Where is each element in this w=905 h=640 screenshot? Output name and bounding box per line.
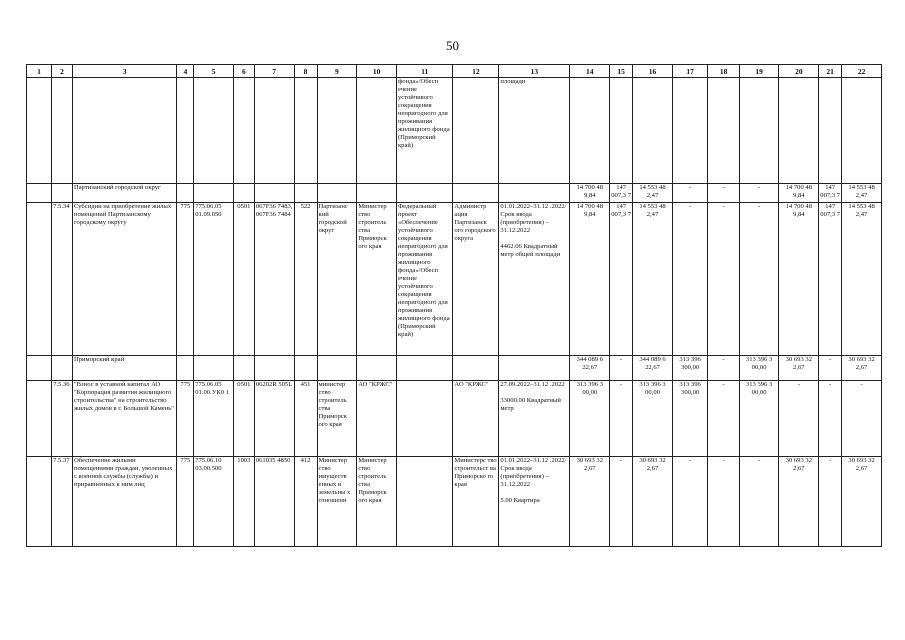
table-cell xyxy=(739,78,779,184)
table-cell: 30 693 32 2,67 xyxy=(779,457,819,547)
table-cell: - xyxy=(739,184,779,203)
table-cell xyxy=(27,203,52,356)
column-header: 11 xyxy=(396,65,452,78)
column-header: 16 xyxy=(633,65,673,78)
table-cell xyxy=(396,457,452,547)
column-header: 1 xyxy=(27,65,52,78)
table-cell xyxy=(233,184,254,203)
column-header: 6 xyxy=(233,65,254,78)
table-cell: 775 xyxy=(177,457,194,547)
table-cell xyxy=(499,184,570,203)
table-cell: 147 007,3 7 xyxy=(610,184,633,203)
table-cell: 30 693 32 2,67 xyxy=(842,356,882,381)
table-cell xyxy=(233,78,254,184)
table-cell xyxy=(317,78,357,184)
table-cell: - xyxy=(708,356,739,381)
table-cell: 1003 xyxy=(233,457,254,547)
column-header: 5 xyxy=(194,65,234,78)
table-cell: - xyxy=(819,457,842,547)
table-row xyxy=(27,203,882,356)
table-cell: - xyxy=(819,381,842,457)
table-cell: - xyxy=(672,457,708,547)
table-cell xyxy=(194,78,234,184)
table-cell: 147 007,3 7 xyxy=(819,203,842,356)
table-cell: 0501 xyxy=(233,381,254,457)
table-cell xyxy=(254,78,294,184)
table-cell: Обеспечение жилыми помещениями граждан, уволенных с военной службы (службы) и приравненных к ним лиц xyxy=(72,457,177,547)
table-cell: 14 553 48 2,47 xyxy=(842,203,882,356)
column-header: 21 xyxy=(819,65,842,78)
column-header: 8 xyxy=(294,65,317,78)
table-row xyxy=(27,356,882,381)
table-cell xyxy=(317,184,357,203)
table-cell: 067F36 7483, 067F36 7484 xyxy=(254,203,294,356)
table-cell xyxy=(633,78,673,184)
table-cell: 30 693 32 2,67 xyxy=(633,457,673,547)
table-cell: Министер ство имуществ енных и земельны х отношени xyxy=(317,457,357,547)
table-cell xyxy=(177,356,194,381)
table-cell xyxy=(194,184,234,203)
column-header: 20 xyxy=(779,65,819,78)
table-cell: - xyxy=(708,457,739,547)
table-cell: 313 396 3 00,00 xyxy=(739,381,779,457)
table-cell: площади xyxy=(499,78,570,184)
table-cell xyxy=(27,381,52,457)
table-cell: 775.06.05 01.00.УК0 1 xyxy=(194,381,234,457)
table-cell: министер ство строитель ства Приморск ого края xyxy=(317,381,357,457)
table-cell: 14 553 48 2,47 xyxy=(842,184,882,203)
table-cell xyxy=(27,356,52,381)
table-cell xyxy=(72,78,177,184)
table-cell: 313 396 3 00,00 xyxy=(570,381,610,457)
table-cell: Партизанский городской округ xyxy=(72,184,177,203)
table-cell: - xyxy=(842,381,882,457)
table-cell: - xyxy=(610,356,633,381)
table-cell xyxy=(177,78,194,184)
column-header: 14 xyxy=(570,65,610,78)
table-cell: 344 089 6 22,67 xyxy=(633,356,673,381)
table-row xyxy=(27,457,882,547)
table-cell: 775.06.10 03.00.500 xyxy=(194,457,234,547)
table-cell: 313 396 300,00 xyxy=(672,381,708,457)
table-cell: Приморский край xyxy=(72,356,177,381)
budget-table xyxy=(26,64,882,547)
table-cell: АО "КРЖС" xyxy=(357,381,397,457)
table-cell xyxy=(27,457,52,547)
table-cell xyxy=(52,356,73,381)
column-header: 15 xyxy=(610,65,633,78)
table-cell: 30 693 32 2,67 xyxy=(779,356,819,381)
table-cell xyxy=(819,78,842,184)
table-cell: 522 xyxy=(294,203,317,356)
table-cell xyxy=(357,78,397,184)
table-cell xyxy=(453,184,499,203)
table-cell: 451 xyxy=(294,381,317,457)
table-cell: 14 700 48 9,84 xyxy=(570,203,610,356)
table-cell: - xyxy=(739,457,779,547)
table-cell: 14 700 48 9,84 xyxy=(570,184,610,203)
table-cell xyxy=(499,356,570,381)
table-cell: Федеральный проект «Обеспечение устойчивого сокращения непригодного для проживания жилищного фонда»/Обесп ечение устойчивого сокращения непригодного для проживания жилищного фонда (Приморский край) xyxy=(396,203,452,356)
table-cell xyxy=(233,356,254,381)
table-cell xyxy=(294,356,317,381)
table-cell: 313 396 3 00,00 xyxy=(739,356,779,381)
table-cell: 01.01.2022–31.12 .2022/ Срок ввода (приобретения) – 31.12.2022 4462.06 Квадратный метр общей площади xyxy=(499,203,570,356)
column-header: 22 xyxy=(842,65,882,78)
table-cell xyxy=(610,78,633,184)
table-cell: 0501 xyxy=(233,203,254,356)
table-cell: 14 553 48 2,47 xyxy=(633,184,673,203)
table-cell xyxy=(357,184,397,203)
table-row xyxy=(27,184,882,203)
table-cell xyxy=(294,78,317,184)
column-header: 17 xyxy=(672,65,708,78)
table-cell: 7.5.36 xyxy=(52,381,73,457)
table-cell: 30 693 32 2,67 xyxy=(570,457,610,547)
table-cell xyxy=(294,184,317,203)
table-cell xyxy=(194,356,234,381)
table-cell: 313 396 3 00,00 xyxy=(633,381,673,457)
table-cell xyxy=(254,356,294,381)
table-cell: 01.01.2022–31.12 .2022/ Срок ввода (приобретения) – 31.12.2022 5.00 Квартира xyxy=(499,457,570,547)
table-cell xyxy=(27,184,52,203)
table-cell xyxy=(177,184,194,203)
table-cell: - xyxy=(708,203,739,356)
table-cell: - xyxy=(672,203,708,356)
column-header: 9 xyxy=(317,65,357,78)
column-header: 10 xyxy=(357,65,397,78)
column-header: 18 xyxy=(708,65,739,78)
table-cell: Субсидии на приобретение жилых помещений Партизанскому городскому округу xyxy=(72,203,177,356)
table-cell xyxy=(779,78,819,184)
column-header: 13 xyxy=(499,65,570,78)
column-header: 3 xyxy=(72,65,177,78)
table-cell xyxy=(842,78,882,184)
table-cell: 14 700 48 9,84 xyxy=(779,184,819,203)
table-cell: 30 693 32 2,67 xyxy=(842,457,882,547)
table-cell xyxy=(27,78,52,184)
column-header: 2 xyxy=(52,65,73,78)
table-cell: - xyxy=(779,381,819,457)
table-cell xyxy=(453,78,499,184)
column-header: 4 xyxy=(177,65,194,78)
table-cell: 775.06.05 01.09.050 xyxy=(194,203,234,356)
table-cell xyxy=(254,184,294,203)
table-cell: Министер ство строитель ства Приморск ого края xyxy=(357,457,397,547)
table-cell xyxy=(570,78,610,184)
table-row xyxy=(27,381,882,457)
table-cell xyxy=(672,78,708,184)
header-row xyxy=(27,65,882,78)
table-cell: "Взнос в уставной капитал АО "Корпорация развития жилищного строительства" на строительство жилых домов в г. Большой Камень" xyxy=(72,381,177,457)
table-cell: 344 089 6 22,67 xyxy=(570,356,610,381)
table-cell xyxy=(453,356,499,381)
table-cell xyxy=(396,356,452,381)
table-cell: АО "КРЖС" xyxy=(453,381,499,457)
table-cell: Партизанс кий городской округ xyxy=(317,203,357,356)
table-cell: - xyxy=(708,381,739,457)
column-header: 12 xyxy=(453,65,499,78)
table-cell: - xyxy=(819,356,842,381)
table-cell: - xyxy=(739,203,779,356)
table-cell: 061035 4850 xyxy=(254,457,294,547)
table-cell: 147 007,3 7 xyxy=(819,184,842,203)
column-header: 19 xyxy=(739,65,779,78)
table-cell xyxy=(396,184,452,203)
table-cell: 775 xyxy=(177,381,194,457)
table-cell: 412 xyxy=(294,457,317,547)
table-cell: 147 007,3 7 xyxy=(610,203,633,356)
table-cell xyxy=(357,356,397,381)
table-cell: 06202R 505L xyxy=(254,381,294,457)
table-cell: Министер ство строитель ства Приморск ого края xyxy=(357,203,397,356)
table-cell: Администр ация Партизанск ого городского округа xyxy=(453,203,499,356)
table-cell: - xyxy=(708,184,739,203)
table-cell: - xyxy=(610,381,633,457)
table-cell: 313 396 300,00 xyxy=(672,356,708,381)
table-cell: 14 700 48 9,84 xyxy=(779,203,819,356)
table-cell: 27.09.2022–31.12 .2022 33000.00 Квадратный метр xyxy=(499,381,570,457)
table-cell: - xyxy=(672,184,708,203)
table-cell: фонда»/Обесп ечение устойчивого сокращения непригодного для проживания жилищного фонда (Приморский край) xyxy=(396,78,452,184)
table-row xyxy=(27,78,882,184)
table-cell xyxy=(317,356,357,381)
table-cell: Министерс тво строительст ва Приморско го края xyxy=(453,457,499,547)
table-cell: - xyxy=(610,457,633,547)
table-cell: 14 553 48 2,47 xyxy=(633,203,673,356)
table-cell xyxy=(52,184,73,203)
table-cell: 7.5.37 xyxy=(52,457,73,547)
table-cell xyxy=(396,381,452,457)
table-cell xyxy=(52,78,73,184)
page-number: 50 xyxy=(446,38,459,53)
column-header: 7 xyxy=(254,65,294,78)
table-cell xyxy=(708,78,739,184)
table-cell: 775 xyxy=(177,203,194,356)
table-cell: 7.5.34 xyxy=(52,203,73,356)
